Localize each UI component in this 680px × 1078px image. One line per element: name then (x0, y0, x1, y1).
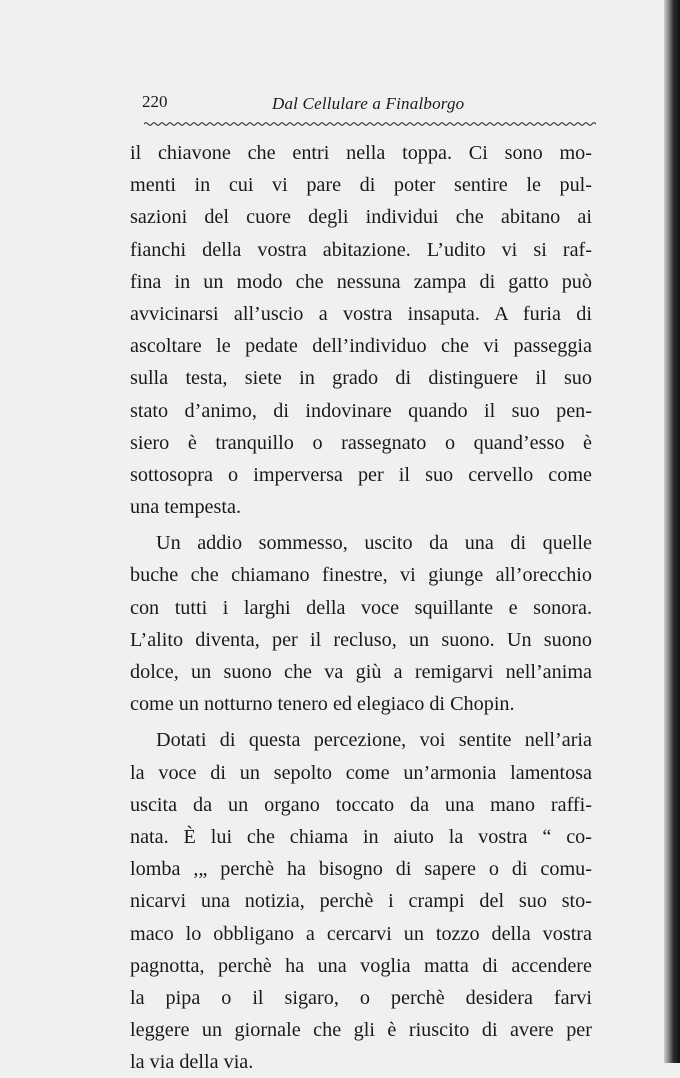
body-text (130, 137, 592, 1078)
text-line: menti in cui vi pare di poter sentire le pul- (130, 174, 592, 197)
text-line: sottosopra o imperversa per il suo cervello come (130, 463, 592, 486)
text-line: lomba ,„ perchè ha bisogno di sapere o di comu- (130, 858, 592, 881)
text-line: stato d’animo, di indovinare quando il suo pen- (130, 399, 592, 422)
text-line: la pipa o il sigaro, o perchè desidera farvi (130, 986, 592, 1009)
text-line: siero è tranquillo o rassegnato o quand’esso è (130, 431, 592, 454)
text-line: pagnotta, perchè ha una voglia matta di accendere (130, 954, 592, 977)
text-line: fianchi della vostra abitazione. L’udito vi si raf- (130, 238, 592, 261)
text-line: L’alito diventa, per il recluso, un suono. Un suono (130, 628, 592, 651)
text-line: Dotati di questa percezione, voi sentite nell’aria (156, 729, 592, 752)
text-line: fina in un modo che nessuna zampa di gatto può (130, 270, 592, 293)
paragraph (130, 137, 592, 523)
text-line: con tutti i larghi della voce squillante e sonora. (130, 596, 592, 619)
text-line: nata. È lui che chiama in aiuto la vostra “ co- (130, 825, 592, 848)
text-line: una tempesta. (130, 496, 241, 519)
text-line: avvicinarsi all’uscio a vostra insaputa. A furia di (130, 302, 592, 325)
running-title: Dal Cellulare a Finalborgo (272, 94, 465, 113)
text-line: maco lo obbligano a cercarvi un tozzo della vostra (130, 922, 592, 945)
text-line: dolce, un suono che va giù a remigarvi nell’anima (130, 661, 592, 683)
text-line: il chiavone che entri nella toppa. Ci sono mo- (130, 142, 592, 164)
scan-edge (664, 0, 680, 1063)
wavy-rule-ornament (144, 118, 596, 130)
text-line: sulla testa, siete in grado di distinguere il suo (130, 367, 592, 390)
text-line: la via della via. (130, 1051, 254, 1074)
page-header (142, 92, 592, 118)
text-line: come un notturno tenero ed elegiaco di Chopin. (130, 693, 515, 716)
text-line: uscita da un organo toccato da una mano raffi- (130, 793, 592, 816)
text-line: sazioni del cuore degli individui che abitano ai (130, 206, 592, 229)
text-line: Un addio sommesso, uscito da una di quelle (156, 532, 592, 555)
paragraph (130, 527, 592, 720)
text-line: la voce di un sepolto come un’armonia lamentosa (130, 761, 592, 784)
text-line: leggere un giornale che gli è riuscito di avere per (130, 1019, 592, 1042)
text-line: ascoltare le pedate dell’individuo che vi passeggia (130, 335, 592, 358)
text-line: nicarvi una notizia, perchè i crampi del suo sto- (130, 890, 592, 913)
paragraph (130, 724, 592, 1078)
text-line: buche che chiamano finestre, vi giunge all’orecchio (130, 564, 592, 587)
page-number: 220 (142, 92, 168, 111)
